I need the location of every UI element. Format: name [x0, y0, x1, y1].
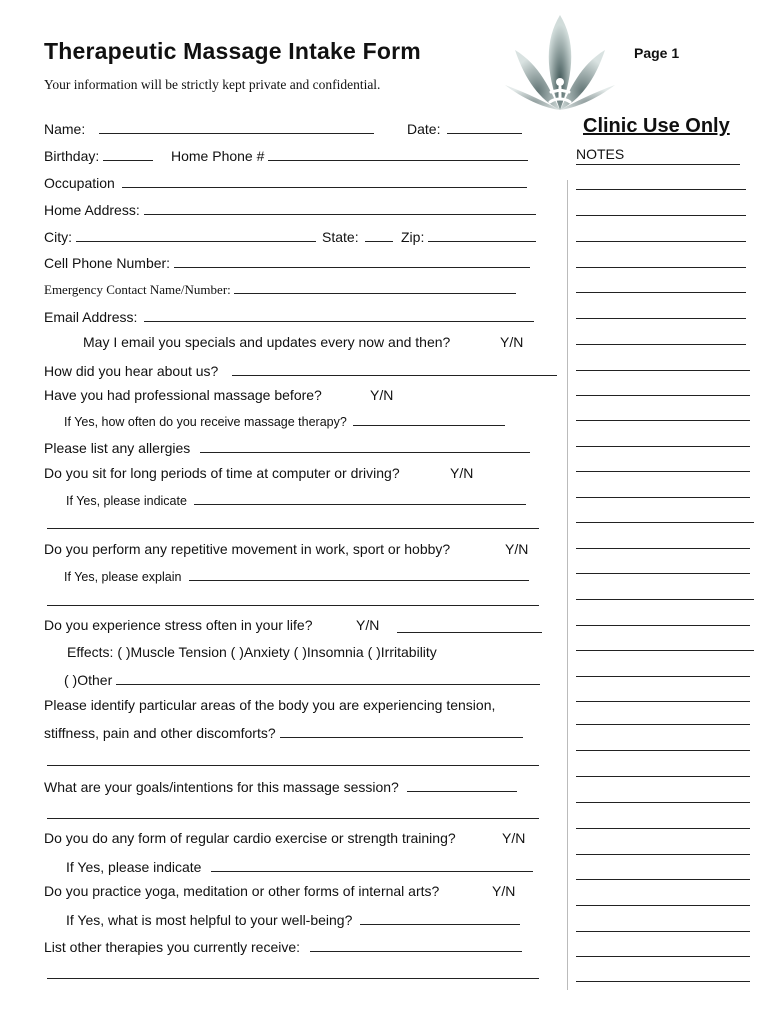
hear-about-field[interactable]: How did you hear about us? [44, 361, 557, 379]
notes-line[interactable] [576, 931, 750, 932]
repetitive-extra-line[interactable] [47, 605, 539, 606]
sit-long-yn[interactable]: Y/N [450, 465, 474, 481]
notes-line[interactable] [576, 724, 750, 725]
sit-long-indicate-field[interactable]: If Yes, please indicate [66, 492, 526, 508]
home-address-field[interactable]: Home Address: [44, 200, 536, 218]
page-number: Page 1 [634, 45, 680, 61]
stress-question: Do you experience stress often in your life? [44, 617, 313, 633]
cardio-question: Do you do any form of regular cardio exercise or strength training? [44, 830, 456, 846]
email-field[interactable]: Email Address: [44, 307, 534, 325]
stress-effects-options[interactable]: Effects: ( )Muscle Tension ( )Anxiety ( )Insomnia ( )Irritability [67, 644, 437, 660]
notes-line[interactable] [576, 395, 750, 396]
notes-line[interactable] [576, 599, 754, 600]
sit-long-extra-line[interactable] [47, 528, 539, 529]
notes-line[interactable] [576, 625, 750, 626]
form-title: Therapeutic Massage Intake Form [44, 38, 421, 64]
clinic-use-heading: Clinic Use Only [583, 115, 730, 137]
body-areas-field[interactable]: stiffness, pain and other discomforts? [44, 723, 523, 741]
yoga-question: Do you practice yoga, meditation or other forms of internal arts? [44, 883, 440, 899]
name-field[interactable]: Name: [44, 119, 374, 137]
birthday-field[interactable]: Birthday: [44, 146, 153, 164]
stress-answer-line[interactable] [397, 632, 542, 633]
notes-line[interactable] [576, 548, 750, 549]
notes-line[interactable] [576, 522, 754, 523]
occupation-field[interactable]: Occupation [44, 173, 527, 191]
notes-line[interactable] [576, 446, 750, 447]
goals-extra-line[interactable] [47, 818, 539, 819]
notes-line[interactable] [576, 471, 750, 472]
notes-line[interactable] [576, 573, 750, 574]
notes-line[interactable] [576, 241, 746, 242]
city-field[interactable]: City: [44, 227, 316, 245]
zip-field[interactable]: Zip: [401, 227, 536, 245]
notes-line[interactable] [576, 701, 750, 702]
lotus-meditation-logo [505, 10, 615, 120]
other-therapies-field[interactable]: List other therapies you currently receive: [44, 937, 522, 955]
stress-other-field[interactable]: ( )Other [64, 670, 540, 688]
column-divider [567, 180, 568, 990]
notes-line[interactable] [576, 420, 750, 421]
notes-line[interactable] [576, 905, 750, 906]
notes-label: NOTES [576, 146, 625, 162]
notes-line[interactable] [576, 650, 754, 651]
privacy-subtitle: Your information will be strictly kept private and confidential. [44, 77, 381, 92]
repetitive-yn[interactable]: Y/N [505, 541, 529, 557]
notes-line[interactable] [576, 292, 746, 293]
had-massage-yn[interactable]: Y/N [370, 387, 394, 403]
goals-field[interactable]: What are your goals/intentions for this massage session? [44, 777, 517, 795]
cardio-yn[interactable]: Y/N [502, 830, 526, 846]
allergies-field[interactable]: Please list any allergies [44, 438, 530, 456]
email-specials-yn[interactable]: Y/N [500, 334, 524, 350]
notes-line[interactable] [576, 370, 750, 371]
notes-line[interactable] [576, 497, 750, 498]
date-field[interactable]: Date: [407, 119, 522, 137]
notes-line[interactable] [576, 854, 750, 855]
cell-phone-field[interactable]: Cell Phone Number: [44, 253, 530, 271]
body-areas-question: Please identify particular areas of the body you are experiencing tension, [44, 697, 496, 713]
body-areas-extra-line[interactable] [47, 765, 539, 766]
yoga-yn[interactable]: Y/N [492, 883, 516, 899]
notes-line[interactable] [576, 215, 746, 216]
wellbeing-field[interactable]: If Yes, what is most helpful to your well-being? [66, 910, 520, 928]
notes-line[interactable] [576, 267, 746, 268]
state-field[interactable]: State: [322, 227, 393, 245]
repetitive-question: Do you perform any repetitive movement in work, sport or hobby? [44, 541, 451, 557]
stress-yn[interactable]: Y/N [356, 617, 380, 633]
notes-underline [576, 164, 740, 165]
therapies-extra-line[interactable] [47, 978, 539, 979]
notes-line[interactable] [576, 956, 750, 957]
massage-frequency-field[interactable]: If Yes, how often do you receive massage therapy? [64, 413, 505, 429]
had-massage-question: Have you had professional massage before? [44, 387, 322, 403]
notes-line[interactable] [576, 776, 750, 777]
sit-long-question: Do you sit for long periods of time at computer or driving? [44, 465, 400, 481]
notes-line[interactable] [576, 189, 746, 190]
repetitive-explain-field[interactable]: If Yes, please explain [64, 568, 529, 584]
notes-line[interactable] [576, 676, 750, 677]
email-specials-question: May I email you specials and updates every now and then? [83, 334, 451, 350]
home-phone-field[interactable]: Home Phone # [171, 146, 528, 164]
notes-line[interactable] [576, 802, 750, 803]
notes-line[interactable] [576, 981, 750, 982]
emergency-contact-field[interactable]: Emergency Contact Name/Number: [44, 281, 516, 298]
notes-line[interactable] [576, 344, 746, 345]
notes-line[interactable] [576, 879, 750, 880]
notes-line[interactable] [576, 318, 746, 319]
notes-line[interactable] [576, 750, 750, 751]
cardio-indicate-field[interactable]: If Yes, please indicate [66, 857, 533, 875]
notes-line[interactable] [576, 828, 750, 829]
